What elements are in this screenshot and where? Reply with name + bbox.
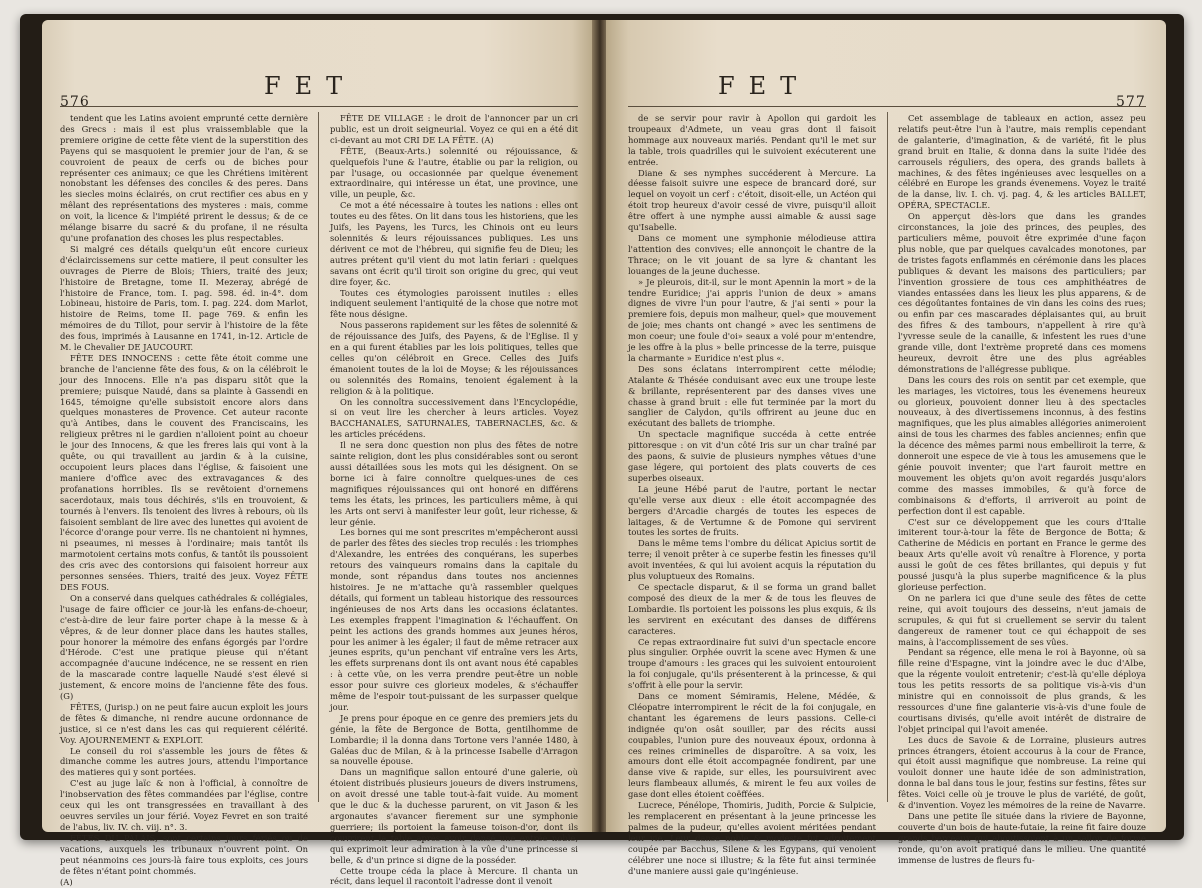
- right-header-rule: [628, 106, 1146, 107]
- left-header-rule: [60, 106, 578, 107]
- left-running-head: FET: [264, 72, 357, 100]
- paragraph: Ce mot a été nécessaire à toutes les nations : elles ont toutes eu des fêtes. On lit dans tous les historiens, que les Juifs, les Payens, les Turcs, les Chinois ont eu leurs solennités & leurs réjouissances publiques. Les uns dérivent ce mot de l'hébreu, qui signifie feu de Dieu; les autres prétent qu'il vient du mot latin feriari : quelques savans ont écrit qu'il tiroit son origine du grec, qui veut dire foyer, &c.: [330, 200, 578, 287]
- paragraph: Dans une petite île située dans la riviere de Bayonne, couverte d'un bois de haute-futaie, la reine fit faire douze grands berceaux qui aboutissoient à un sallon de forme ronde, qu'on avoit pratiqué dans le milieu. Une quantité immense de lustres de fleurs fu-: [898, 811, 1146, 865]
- paragraph: On a conservé dans quelques cathédrales & collégiales, l'usage de faire officier ce jour-là les enfans-de-choeur, c'est-à-dire de leur faire porter chape à la messe & à vêpres, & de leur donner place dans les hautes stalles, pour honorer la mémoire des enfans égorgés par l'ordre d'Hérode. C'est une pratique pieuse qui n'étant accompagnée d'aucune indécence, ne se ressent en rien de la mascarade contre laquelle Naudé s'est élevé si justement, & encore moins de l'ancienne fête des fous. (G): [60, 592, 308, 702]
- right-column-1: [628, 113, 876, 876]
- paragraph: Cet assemblage de tableaux en action, assez peu relatifs peut-être l'un à l'autre, mais remplis cependant de galanterie, d'imagination, & de variété, fit le plus grand bruit en Italie, & donna dans la suite l'idée des carrousels réguliers, des opera, des grands ballets à machines, & des fêtes ingénieuses avec lesquelles on a célébré en Europe les grands évenemens. Voyez le traité de la danse, liv. I. ch. vj. pag. 4, & les articles BALLET, OPÉRA, SPECTACLE.: [898, 113, 1146, 211]
- right-column-2: [898, 113, 1146, 865]
- paragraph: On ne parlera ici que d'une seule des fêtes de cette reine, qui avoit toujours des desseins, n'eut jamais de scrupules, & qui fut si cruellement se servir du talent dangereux de ramener tout ce qui échappoit de ses mains, à l'accomplissement de ses vûes.: [898, 592, 1146, 647]
- left-column-1: [60, 113, 308, 888]
- paragraph: Diane & ses nymphes succéderent à Mercure. La déesse faisoit suivre une espece de brancard doré, sur lequel on voyoit un cerf : c'étoit, disoit-elle, un Actéon qui étoit trop heureux d'avoir cessé de vivre, puisqu'il alloit être offert à une nymphe aussi aimable & aussi sage qu'Isabelle.: [628, 167, 876, 233]
- paragraph: Pendant sa régence, elle mena le roi à Bayonne, où sa fille reine d'Espagne, vint la joindre avec le duc d'Albe, que la régente vouloit entretenir; c'est-là qu'elle déploya tous les petits ressorts de sa politique vis-à-vis d'un ministre qui en connoissoit de plus grands, & les ressources d'une fine galanterie vis-à-vis d'une foule de courtisans divisés, qu'elle avoit intérêt de distraire de l'objet principal qui l'avoit amenée.: [898, 647, 1146, 734]
- paragraph: C'est sur ce développement que les cours d'Italie imiterent tour-à-tour la fête de Bergonce de Botta; & Catherine de Médicis en portant en France le germe des beaux Arts qu'elle avoit vû renaître à Florence, y porta aussi le goût de ces fêtes brillantes, qui depuis y fut poussé jusqu'à la plus superbe magnificence & la plus glorieuse perfection.: [898, 516, 1146, 592]
- paragraph: tendent que les Latins avoient emprunté cette dernière des Grecs : mais il est plus vraissemblable que la premiere origine de cette fête vient de la superstition des Payens qui se masquoient le premier jour de l'an, & se couvroient de peaux de cerfs ou de biches pour représenter ces animaux; ce que les Chrétiens imitèrent nonobstant les défenses des conciles & des peres. Dans les siecles moins éclairés, on crut rectifier ces abus en y mêlant des représentations des mysteres : mais, comme on voit, la licence & l'impiété prirent le dessus; & de ce mélange bisarre du sacré & du profane, il ne résulta qu'une profanation des choses les plus respectables.: [60, 113, 308, 243]
- paragraph: Les bornes qui me sont prescrites m'empêcheront aussi de parler des fêtes des siecles trop reculés : les triomphes d'Alexandre, les entrées des conquérans, les superbes retours des vainqueurs romains dans la capitale du monde, sont répandus dans toutes nos anciennes histoires. Je ne m'attache qu'à rassembler quelques détails, qui forment un tableau historique des ressources ingénieuses de nos Arts dans les occasions éclatantes. Les exemples frappent l'imagination & l'échauffent. On peint les actions des grands hommes aux jeunes héros, pour les animer à les égaler; il faut de même retracer aux jeunes esprits, qu'un penchant vif entraîne vers les Arts, les effets surprenans dont ils ont avant nous été capables : à cette vûe, on les verra prendre peut-être un noble essor pour suivre ces glorieux modeles, & s'échauffer même de l'espoir tout-puissant de les surpasser quelque jour.: [330, 527, 578, 712]
- paragraph: On apperçut dès-lors que dans les grandes circonstances, la joie des princes, des peuples, des particuliers même, pouvoit être exprimée d'une façon plus noble, que par quelques cavalcades monotones, par de tristes fagots enflammés en cérémonie dans les places publiques & devant les maisons des particuliers; par l'invention grossiere de tous ces amphithéatres de viandes entassées dans les lieux les plus apparens, & de ces dégoûtantes fontaines de vin dans les coins des rues; ou enfin par ces mascarades déplaisantes qui, au bruit des fifres & des tambours, n'appellent à rire qu'à l'yvresse seule de la canaille, & infestent les rues d'une grande ville, dont l'extrème propreté dans ces momens heureux, devroit être une des plus agréables démonstrations de l'allégresse publique.: [898, 211, 1146, 374]
- left-column-divider: [318, 112, 319, 802]
- paragraph: FÊTE, (Beaux-Arts.) solennité ou réjouissance, & quelquefois l'une & l'autre, établie ou par la religion, ou par l'usage, ou occasionnée par quelque évenement extraordinaire, qui intéresse un état, une province, une ville, un peuple, &c.: [330, 145, 578, 200]
- paragraph: » Je pleurois, dit-il, sur le mont Apennin la mort » de la tendre Euridice; j'ai appris l'union de deux » amans dignes de vivre l'un pour l'autre, & j'ai senti » pour la premiere fois, depuis mon malheur, quel» que mouvement de joie; mes chants ont changé » avec les sentimens de mon coeur; une foule d'oi» seaux a volé pour m'entendre, je les offre à la plus » belle princesse de la terre, puisque la charmante » Euridice n'est plus «.: [628, 276, 876, 363]
- paragraph: La jeune Hébé parut de l'autre, portant le nectar qu'elle verse aux dieux : elle étoit accompagnée des bergers d'Arcadie chargés de toutes les especes de laitages, & de Vertumne & de Pomone qui servirent toutes les sortes de fruits.: [628, 483, 876, 538]
- paragraph: C'est au juge laïc & non à l'official, à connoître de l'inobservation des fêtes commandées par l'église, contre ceux qui les ont transgressées en travaillant à des oeuvres serviles un jour férié. Voyez Fevret en son traité de l'abus, liv. IV. ch. viij. n°. 3.: [60, 778, 308, 832]
- paragraph: FÊTES DU PALAIS, sont certains jours fériés ou de vacations, auxquels les tribunaux n'ouvrent point. On peut néanmoins ces jours-là faire tous exploits, ces jours de fêtes n'étant point chommés.: [60, 832, 308, 876]
- paragraph: Dans les cours des rois on sentit par cet exemple, que les mariages, les victoires, tous les évenemens heureux ou glorieux, pouvoient donner lieu à des spectacles nouveaux, à des divertissemens inconnus, à des festins magnifiques, que les plus aimables allégories animeroient ainsi de tous les charmes des fables anciennes; enfin que la décence des mêmes parmi nous embelliroit la terre, & donneroit une espece de vie à tous les amusemens que le génie pouvoit inventer; que l'art fauroit mettre en mouvement les objets qu'on avoit regardés jusqu'alors comme des masses immobiles, & qu'à force de combinaisons & d'efforts, il arriveroit au point de perfection dont il est capable.: [898, 374, 1146, 516]
- right-running-head: FET: [718, 72, 811, 100]
- paragraph: Si malgré ces détails quelqu'un eût encore curieux d'éclaircissemens sur cette matiere, il peut consulter les ouvrages de Pierre de Blois; Thiers, traité des jeux; l'histoire de Bretagne, tome II. Mezeray, abrégé de l'histoire de France, tom. I. pag. 598. éd. in-4°. dom Lobineau, histoire de Paris, tom. I. pag. 224. dom Marlot, histoire de Reims, tome II. page 769. & enfin les mémoires de du Tillot, pour servir à l'histoire de la fête des fous, imprimés à Lausanne en 1741, in-12. Article de M. le Chevalier DE JAUCOURT.: [60, 243, 308, 353]
- paragraph: Le conseil du roi s'assemble les jours de fêtes & dimanche comme les autres jours, attendu l'importance des matieres qui y sont portées.: [60, 745, 308, 778]
- left-page: [42, 20, 594, 888]
- right-column-divider: [887, 112, 888, 802]
- paragraph: On les connoîtra successivement dans l'Encyclopédie, si on veut lire les chercher à leurs articles. Voyez BACCHANALES, SATURNALES, TABERNACLES, &c. & les articles précédens.: [330, 396, 578, 440]
- paragraph: Dans le même tems l'ombre du délicat Apicius sortit de terre; il venoit prêter à ce superbe festin les finesses qu'il avoit inventées, & qui lui avoient acquis la réputation du plus voluptueux des Romains.: [628, 538, 876, 582]
- left-column-2: [330, 113, 578, 887]
- paragraph: Ce repas extraordinaire fut suivi d'un spectacle encore plus singulier. Orphée ouvrit la scene avec Hymen & une troupe d'amours : les graces qui les suivoient entouroient la foi conjugale, qu'ils présenterent à la princesse, & qui s'offrit à elle pour la servir.: [628, 636, 876, 691]
- paragraph: Je prens pour époque en ce genre des premiers jets du génie, la fête de Bergonce de Botta, gentilhomme de Lombardie; il la donna dans Tortone vers l'année 1480, à Galéas duc de Milan, & à la princesse Isabelle d'Arragon sa nouvelle épouse.: [330, 712, 578, 767]
- paragraph: FÊTES, (Jurisp.) on ne peut faire aucun exploit les jours de fêtes & dimanche, ni rendre aucune ordonnance de justice, si ce n'est dans les cas qui requierent célérité. Voy. AJOURNEMENT & EXPLOIT.: [60, 701, 308, 745]
- paragraph: Cette troupe céda la place à Mercure. Il chanta un récit, dans lequel il racontoit l'adresse dont il venoit: [330, 865, 578, 887]
- paragraph: Dans ce moment Sémiramis, Helene, Médée, & Cléopatre interrompirent le récit de la foi conjugale, en chantant les égaremens de leurs passions. Celle-ci indignée qu'on osât souiller, par des récits aussi coupables, l'union pure des nouveaux époux, ordonna à ces reines criminelles de disparoître. A sa voix, les amours dont elle étoit accompagnée fondirent, par une danse vive & rapide, sur elles, les poursuivirent avec leurs flambeaux allumés, & mirent le feu aux voiles de gase dont elles étoient coëffées.: [628, 691, 876, 800]
- paragraph: Toutes ces étymologies paroissent inutiles : elles indiquent seulement l'antiquité de la chose que notre mot fête nous désigne.: [330, 287, 578, 320]
- paragraph: Les ducs de Savoie & de Lorraine, plusieurs autres princes étrangers, étoient accourus à la cour de France, qui étoit aussi magnifique que nombreuse. La reine qui vouloit donner une haute idée de son administration, donna le bal dans tous le jour, festins sur festins, fêtes sur fêtes. Voici celle où je trouve le plus de variété, de goût, & d'invention. Voyez les mémoires de la reine de Navarre.: [898, 734, 1146, 811]
- paragraph: Lucrece, Pénélope, Thomiris, Judith, Porcie & Sulpicie, les remplacerent en présentant à la jeune princesse les palmes de la pudeur, qu'elles avoient méritées pendant leur vie. Leur danse noble & modeste fut adroitement coupée par Bacchus, Silene & les Egypans, qui venoient célébrer une noce si illustre; & la fête fut ainsi terminée d'une maniere aussi gaie qu'ingénieuse.: [628, 800, 876, 876]
- paragraph: Dans ce moment une symphonie mélodieuse attira l'attention des convives; elle annonçoit le chantre de la Thrace; on le vit jouant de sa lyre & chantant les louanges de la jeune duchesse.: [628, 232, 876, 276]
- right-page-number: 577: [1116, 94, 1146, 110]
- paragraph: Des sons éclatans interrompirent cette mélodie; Atalante & Thésée conduisant avec eux une troupe leste & brillante, représenterent par des danses vives une chasse à grand bruit : elle fut terminée par la mort du sanglier de Calydon, qu'ils offrirent au jeune duc en exécutant des ballets de triomphe.: [628, 363, 876, 429]
- right-page: [606, 20, 1166, 876]
- paragraph: de se servir pour ravir à Apollon qui gardoit les troupeaux d'Admete, un veau gras dont il faisoit hommage aux nouveaux mariés. Pendant qu'il le met sur la table, trois quadrilles qui le suivoient exécuterent une entrée.: [628, 113, 876, 167]
- paragraph: FÊTE DES INNOCENS : cette fête étoit comme une branche de l'ancienne fête des fous, & on la célébroit le jour des Innocens. Elle n'a pas disparu sitôt que la premiere; puisque Naudé, dans sa plainte à Gassendi en 1645, témoigne qu'elle subsistoit encore alors dans quelques monasteres de Provence. Cet auteur raconte qu'à Antibes, dans le couvent des Franciscains, les religieux prêtres ni le gardien n'alloient point au choeur le jour des Innocens, & que les freres lais qui vont à la quête, ou qui travaillent au jardin & à la cuisine, occupoient leurs places dans l'église, & faisoient une maniere d'office avec des extravagances & des profanations horribles. Ils se revêtoient d'ornemens sacerdotaux, mais tous déchirés, s'ils en trouvoient, & tournés à l'envers. Ils tenoient des livres à rebours, où ils faisoient semblant de lire avec des lunettes qui avoient de l'écorce d'orange pour verre. Ils ne chantoient ni hymnes, ni pseaumes, ni messes à l'ordinaire; mais tantôt ils marmotoient certains mots confus, & tantôt ils poussoient des cris avec des contorsions qui faisoient horreur aux personnes sensées. Thiers, traité des jeux. Voyez FÊTE DES FOUS.: [60, 352, 308, 592]
- left-page-number: 576: [60, 94, 90, 110]
- paragraph: Nous passerons rapidement sur les fêtes de solennité & de réjouissance des Juifs, des Payens, & de l'Eglise. Il y en a qui furent établies par les lois politiques, telles que celles qu'on célébroit en Grece. Celles des Juifs émanoient toutes de la loi de Moyse; & les réjouissances ou solennités des Romains, tenoient également à la religion & à la politique.: [330, 320, 578, 396]
- signature: (A): [60, 877, 73, 888]
- paragraph: Un spectacle magnifique succéda à cette entrée pittoresque : on vit d'un côté Iris sur un char traîné par des paons, & suivie de plusieurs nymphes vêtues d'une gase légere, qui portoient des plats couverts de ces superbes oiseaux.: [628, 429, 876, 483]
- paragraph: FÊTE DE VILLAGE : le droit de l'annoncer par un cri public, est un droit seigneurial. Voyez ce qui en a été dit ci-devant au mot CRI DE LA FÊTE. (A): [330, 113, 578, 145]
- paragraph: Dans un magnifique sallon entouré d'une galerie, où étoient distribués plusieurs joueurs de divers instrumens, on avoit dressé une table tout-à-fait vuide. Au moment que le duc & la duchesse parurent, on vit Jason & les argonautes s'avancer fierement sur une symphonie guerriere; ils portoient la fameuse toison-d'or, dont ils couvrirent la table après avoir dansé une entrée noble, qui exprimoit leur admiration à la vûe d'une princesse si belle, & d'un prince si digne de la posséder.: [330, 767, 578, 865]
- paragraph: Il ne sera donc question non plus des fêtes de notre sainte religion, dont les plus considérables sont ou seront aussi détaillées sous les mots qui les désignent. On se borne ici à faire connoître quelques-unes de ces magnifiques réjouissances qui ont honoré en différens tems les états, les princes, les particuliers même, à qui les Arts ont servi à manifester leur goût, leur richesse, & leur génie.: [330, 440, 578, 527]
- paragraph: Ce spectacle disparut, & il se forma un grand ballet composé des dieux de la mer & de tous les fleuves de Lombardie. Ils portoient les poissons les plus exquis, & ils les servirent en exécutant des danses de différens caracteres.: [628, 581, 876, 636]
